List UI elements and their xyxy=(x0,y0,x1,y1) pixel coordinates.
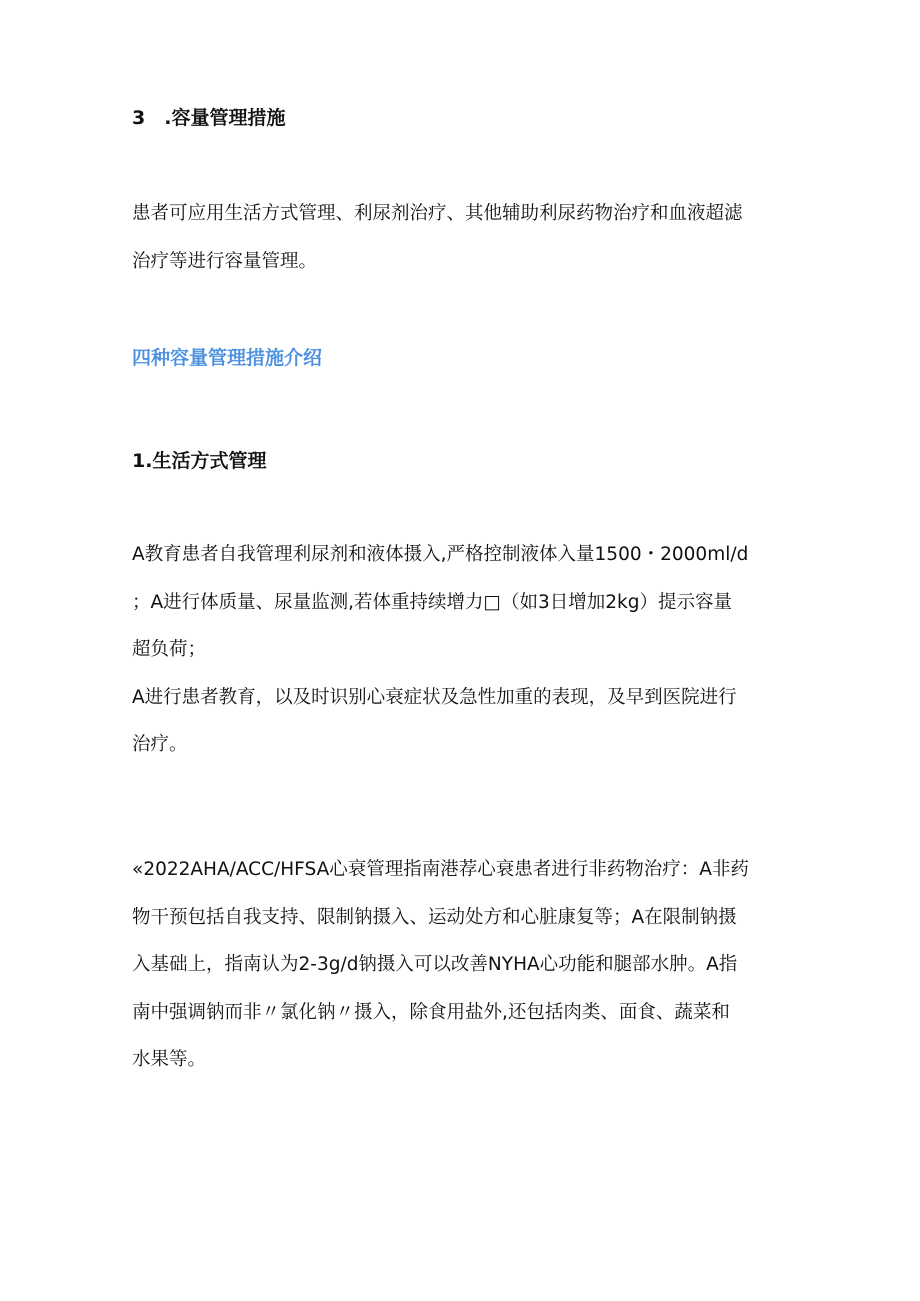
section-3-intro xyxy=(132,190,796,285)
lifestyle-paragraph xyxy=(132,531,796,769)
guideline-paragraph xyxy=(132,846,796,1084)
paragraph-line: 治疗等进行容量管理。 xyxy=(132,250,318,272)
paragraph-line: 入基础上，指南认为2-3g∕d钠摄入可以改善NYHA心功能和腿部水肿。A指 xyxy=(132,954,738,975)
paragraph-line: A进行患者教育，以及时识别心衰症状及急性加重的表现，及早到医院进行 xyxy=(132,686,737,708)
paragraph-line: 水果等。 xyxy=(132,1049,207,1070)
paragraph-line: 患者可应用生活方式管理、利尿剂治疗、其他辅助利尿药物治疗和血液超滤 xyxy=(132,203,743,224)
paragraph-line: 超负荷； xyxy=(132,639,207,660)
four-measures-title: 四种容量管理措施介绍 xyxy=(132,347,323,369)
paragraph-line: 南中强调钠而非〃氯化钠〃摄入，除食用盐外,还包括肉类、面食、蔬菜和 xyxy=(132,1001,730,1023)
paragraph-line: A教育患者自我管理利尿剂和液体摄入,严格控制液体入量1500・2000ml∕d xyxy=(132,544,749,565)
lifestyle-heading: 1.生活方式管理 xyxy=(132,450,267,472)
paragraph-line: «2022AHA∕ACC∕HFSA心衰管理指南港荐心衰患者进行非药物治疗：A非药 xyxy=(132,859,749,880)
paragraph-line: ；A进行体质量、尿量监测,若体重持续增力□（如3日增加2kg）提示容量 xyxy=(132,591,733,613)
paragraph-line: 物干预包括自我支持、限制钠摄入、运动处方和心脏康复等；A在限制钠摄 xyxy=(132,906,737,928)
section-3-heading: 3 .容量管理措施 xyxy=(132,107,286,129)
paragraph-line: 治疗。 xyxy=(132,734,188,755)
